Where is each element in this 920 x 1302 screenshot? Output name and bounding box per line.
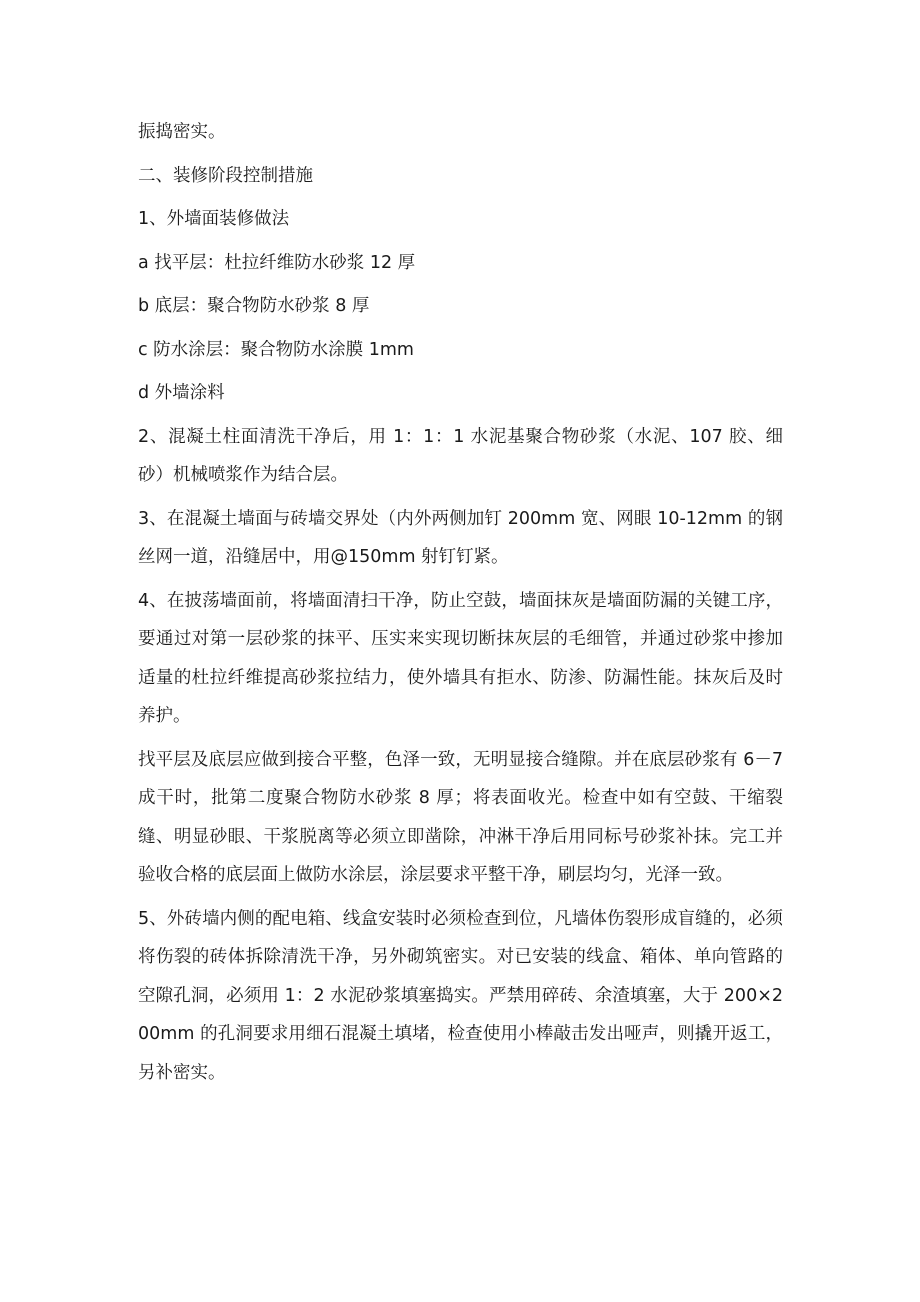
paragraph-item-2: 2、混凝土柱面清洗干净后，用 1：1：1 水泥基聚合物砂浆（水泥、107 胶、细砂）机械喷浆作为结合层。 (138, 426, 783, 485)
list-item-c: c 防水涂层：聚合物防水涂膜 1mm (138, 339, 414, 360)
paragraph-item-4: 4、在披荡墙面前，将墙面清扫干净，防止空鼓，墙面抹灰是墙面防漏的关键工序，要通过对第一层砂浆的抹平、压实来实现切断抹灰层的毛细管，并通过砂浆中掺加适量的杜拉纤维提高砂浆拉结力，使外墙具有拒水、防渗、防漏性能。抹灰后及时养护。 (138, 590, 783, 726)
paragraph-item-3: 3、在混凝土墙面与砖墙交界处（内外两侧加钉 200mm 宽、网眼 10-12mm 的钢丝网一道，沿缝居中，用@150mm 射钉钉紧。 (138, 508, 783, 567)
section-heading: 二、装修阶段控制措施 (138, 165, 313, 186)
paragraph-item-5: 5、外砖墙内侧的配电箱、线盒安装时必须检查到位，凡墙体伤裂形成盲缝的，必须将伤裂的砖体拆除清洗干净，另外砌筑密实。对已安装的线盒、箱体、单向管路的空隙孔洞，必须用 1：2 水泥砂浆填塞捣实。严禁用碎砖、余渣填塞，大于 200×200mm 的孔洞要求用细石混凝土填堵，检查使用小棒敲击发出哑声，则撬开返工，另补密实。 (138, 908, 783, 1083)
list-item-b: b 底层：聚合物防水砂浆 8 厚 (138, 296, 370, 316)
subsection-heading: 1、外墙面装修做法 (138, 209, 290, 229)
paragraph-continuation: 振捣密实。 (138, 122, 226, 142)
document-body (138, 113, 783, 1097)
paragraph-leveling-layer: 找平层及底层应做到接合平整，色泽一致，无明显接合缝隙。并在底层砂浆有 6－7 成干时，批第二度聚合物防水砂浆 8 厚；将表面收光。检查中如有空鼓、干缩裂缝、明显砂眼、干浆脱离等必须立即凿除，冲淋干净后用同标号砂浆补抹。完工并验收合格的底层面上做防水涂层，涂层要求平整干净，刷层均匀，光泽一致。 (138, 749, 783, 885)
list-item-d: d 外墙涂料 (138, 383, 225, 403)
list-item-a: a 找平层：杜拉纤维防水砂浆 12 厚 (138, 252, 416, 273)
